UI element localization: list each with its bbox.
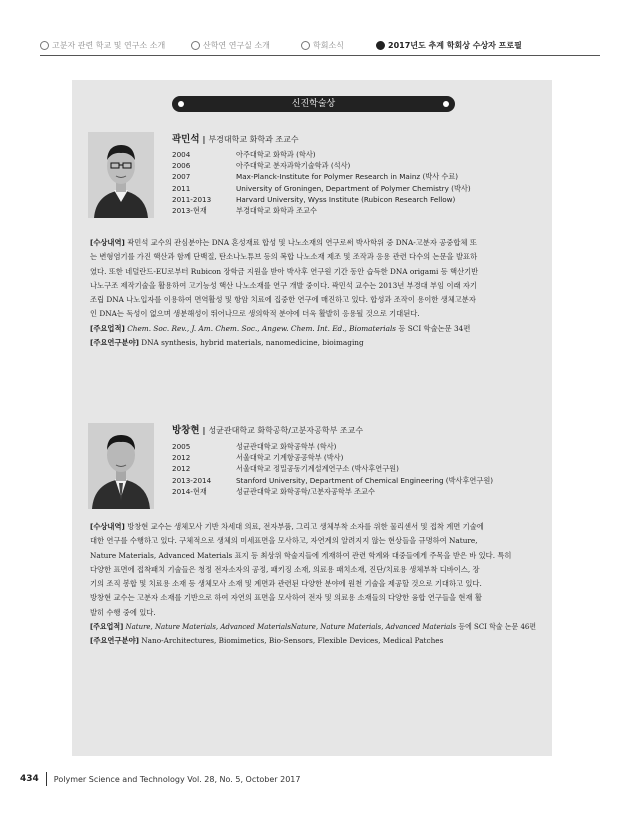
bio-line: [수상내역] 방창현 교수는 생체모사 기반 차세대 의료, 전자부품, 그리고 생체부착 소자를 위한 물리센서 및 접착 계면 기술에 xyxy=(90,522,484,531)
major-works: [주요업적] Nature, Nature Materials, Advanced MaterialsNature, Nature Materials, Advanced Materials 등에 SCI 학술 논문 46편 xyxy=(90,622,537,632)
section-nav xyxy=(0,38,622,62)
career-list xyxy=(172,441,493,497)
nav-item-awards[interactable] xyxy=(376,40,522,51)
portrait-photo xyxy=(88,423,154,509)
nav-item-label: 고분자 관련 학교 및 연구소 소개 xyxy=(52,41,166,50)
award-panel xyxy=(72,80,552,756)
career-row: 2007 Max-Planck-Institute for Polymer Research in Mainz (박사 수료) xyxy=(172,172,459,182)
person-name: 방창현 xyxy=(172,425,200,436)
footer-divider xyxy=(46,772,47,786)
research-fields: [주요연구분야] DNA synthesis, hybrid materials, nanomedicine, bioimaging xyxy=(90,338,364,348)
nav-divider xyxy=(40,55,600,56)
person-affiliation: 성균관대학교 화학공학/고분자공학부 조교수 xyxy=(208,426,364,435)
person-bio xyxy=(90,520,536,649)
nav-item-label: 2017년도 추계 학회상 수상자 프로필 xyxy=(388,41,522,50)
nav-item-schools[interactable] xyxy=(40,40,165,51)
portrait-man-glasses-icon xyxy=(88,132,154,218)
bullet-icon xyxy=(443,101,449,107)
journal-citation: Polymer Science and Technology Vol. 28, No. 5, October 2017 xyxy=(53,774,301,784)
career-row: 2005 성균관대학교 화학공학부 (학사) xyxy=(172,442,337,451)
career-row: 2006 아주대학교 분자과학기술학과 (석사) xyxy=(172,161,351,171)
nav-item-label: 산학연 연구실 소개 xyxy=(203,41,270,50)
career-row: 2011-2013 Harvard University, Wyss Institute (Rubicon Research Fellow) xyxy=(172,194,456,204)
portrait-man-suit-icon xyxy=(88,423,154,509)
bio-line: 조립 DNA 나노입자를 이용하여 면역활성 및 항암 치료에 집중한 연구에 매진하고 있다. 합성과 조작이 용이한 생체고분자 xyxy=(90,295,476,305)
career-row: 2011 University of Groningen, Department of Polymer Chemistry (박사) xyxy=(172,183,471,193)
career-row: 2014-현재 성균관대학교 화학공학/고분자공학부 조교수 xyxy=(172,486,375,496)
bio-line: 발히 수행 중에 있다. xyxy=(90,607,156,617)
person-heading: 곽민석 | 부경대학교 화학과 조교수 xyxy=(172,134,299,145)
bio-line: [수상내역] 곽민석 교수의 관심분야는 DNA 혼성재료 합성 및 나노소재의 연구로써 박사학위 중 DNA-고분자 공중합체 또 xyxy=(90,238,477,247)
award-banner xyxy=(172,96,455,112)
career-list xyxy=(172,149,471,216)
bio-line: 인 DNA는 독성이 없으며 생분해성이 뛰어나므로 생의학적 분야에 더욱 활발히 응용될 것으로 기대된다. xyxy=(90,309,420,319)
bio-line: 나노구조 제작기술을 활용하여 고기능성 핵산 나노소재를 연구 개발 중이다. 곽민석 교수는 2013년 부경대 부임 이래 자기 xyxy=(90,280,477,290)
nav-bullet-icon xyxy=(301,41,310,50)
career-row: 2012 서울대학교 정밀공동기계설계연구소 (박사후연구원) xyxy=(172,464,399,474)
major-works: [주요업적] Chem. Soc. Rev., J. Am. Chem. Soc., Angew. Chem. Int. Ed., Biomaterials 등 SCI 학술논문 34편 xyxy=(90,323,471,333)
bullet-icon xyxy=(178,101,184,107)
nav-bullet-icon xyxy=(376,41,385,50)
bio-line: 방창현 교수는 고분자 소재를 기반으로 하여 자연의 표면을 모사하여 전자 및 의료용 소재들의 다양한 융합 연구들을 현재 활 xyxy=(90,593,482,603)
bio-line: 기의 조직 봉합 및 치료용 소재 등 생체모사 소재 및 계면과 관련된 다양한 분야에 원천 기술을 제공할 것으로 기대하고 있다. xyxy=(90,579,482,589)
page-number: 434 xyxy=(20,774,39,784)
career-row: 2012 서울대학교 기계항공공학부 (박사) xyxy=(172,453,344,463)
person-bio xyxy=(90,236,536,350)
person-affiliation: 부경대학교 화학과 조교수 xyxy=(208,135,299,144)
bio-line: 였다. 또한 네덜란드-EU로부터 Rubicon 장학금 지원을 받아 박사후 연구원 기간 동안 습득한 DNA origami 등 핵산기반 xyxy=(90,266,479,276)
person-name: 곽민석 xyxy=(172,134,200,145)
bio-line: 대한 연구를 수행하고 있다. 구체적으로 생체의 미세표면을 모사하고, 자연계의 알려지지 않는 현상들을 규명하여 Nature, xyxy=(90,536,478,546)
nav-item-labs[interactable] xyxy=(191,40,270,51)
nav-item-label: 학회소식 xyxy=(313,41,344,50)
career-row: 2013-현재 부경대학교 화학과 조교수 xyxy=(172,206,317,216)
nav-bullet-icon xyxy=(191,41,200,50)
bio-line: 는 변형염기를 가진 핵산과 함께 단백질, 탄소나노튜브 등의 복합 나노소재 제조 및 조작과 응용 관련 다수의 논문을 발표하 xyxy=(90,252,478,262)
portrait-photo xyxy=(88,132,154,218)
person-heading: 방창현 | 성균관대학교 화학공학/고분자공학부 조교수 xyxy=(172,425,364,436)
page-footer xyxy=(20,772,300,786)
career-row: 2013-2014 Stanford University, Department of Chemical Engineering (박사후연구원) xyxy=(172,475,494,485)
bio-line: Nature Materials, Advanced Materials 표지 등 최상위 학술지들에 게재하여 관련 학계와 대중들에게 주목을 받은 바 있다. 특히 xyxy=(90,550,512,560)
nav-item-news[interactable] xyxy=(301,40,344,51)
award-title: 신진학술상 xyxy=(291,99,336,109)
nav-bullet-icon xyxy=(40,41,49,50)
bio-line: 다양한 표면에 접착패치 기술들은 청정 전자소자의 공정, 패키징 소재, 의료용 패치소재, 진단/치료용 생체부착 디바이스, 장 xyxy=(90,564,480,574)
career-row: 2004 아주대학교 화학과 (학사) xyxy=(172,150,316,159)
research-fields: [주요연구분야] Nano-Architectures, Biomimetics, Bio-Sensors, Flexible Devices, Medical Patches xyxy=(90,636,444,646)
